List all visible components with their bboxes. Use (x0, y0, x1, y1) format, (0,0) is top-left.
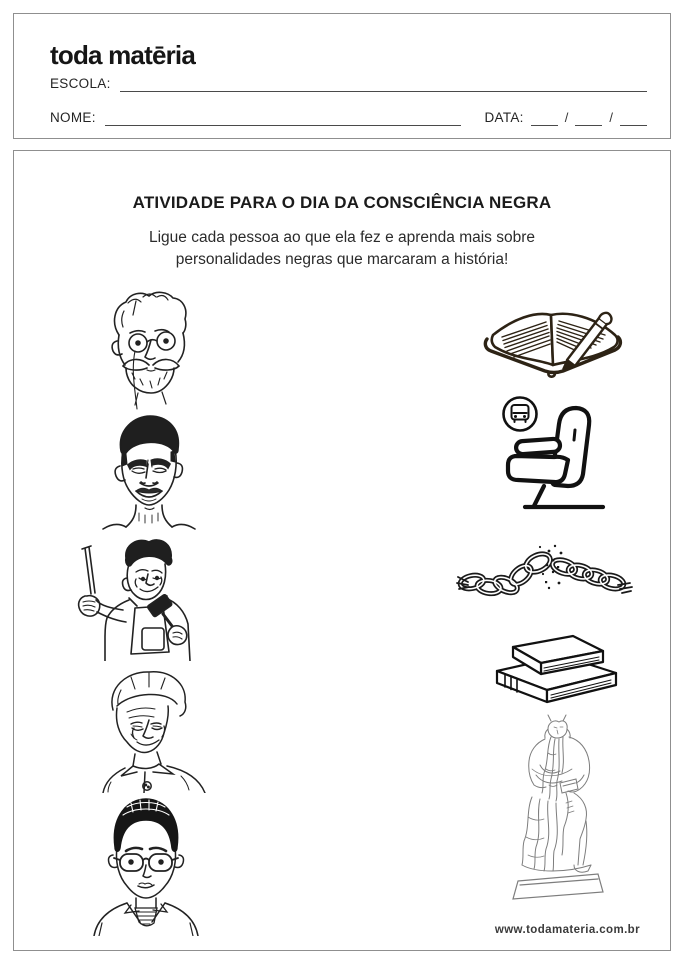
person-portrait-writer[interactable] (86, 289, 216, 411)
instructions-line-2: personalidades negras que marcaram a história! (175, 250, 509, 268)
header-box (13, 13, 671, 139)
object-broken-chains[interactable] (456, 539, 633, 606)
man-short-hair-illustration (79, 409, 219, 536)
date-slash: / (564, 110, 569, 125)
object-book-stack[interactable] (483, 623, 623, 706)
school-blank-line[interactable] (120, 76, 647, 92)
person-portrait-sculptor[interactable] (63, 534, 223, 661)
open-book-pen-illustration (479, 293, 626, 379)
brand-logo: toda matēria (50, 40, 196, 70)
instructions-line-1: Ligue cada pessoa ao que ela fez e aprenda mais sobre (148, 229, 536, 246)
person-portrait-woman[interactable] (73, 664, 223, 793)
activity-instructions (14, 227, 670, 270)
activity-title: ATIVIDADE PARA O DIA DA CONSCIÊNCIA NEGRA (132, 193, 552, 212)
person-portrait-leader[interactable] (79, 409, 219, 536)
date-field-group (484, 110, 647, 126)
date-month-blank[interactable] (575, 110, 602, 126)
name-label: NOME: (50, 110, 96, 125)
bus-seat-illustration (499, 394, 609, 513)
name-field-row (50, 110, 647, 126)
date-slash: / (609, 110, 613, 125)
young-glasses-illustration (69, 789, 223, 936)
name-blank-line[interactable] (105, 110, 462, 126)
school-label: ESCOLA: (50, 76, 111, 91)
activity-box (13, 150, 671, 951)
date-label: DATA: (484, 110, 524, 125)
date-year-blank[interactable] (620, 110, 647, 126)
sculptor-illustration (63, 534, 223, 661)
woman-headwrap-illustration (73, 664, 223, 793)
object-bus-seat[interactable] (499, 394, 609, 513)
object-carved-statue[interactable] (496, 713, 619, 903)
school-field-row (50, 76, 647, 92)
book-stack-illustration (483, 623, 623, 706)
broken-chains-illustration (456, 539, 633, 606)
object-open-book-pen[interactable] (479, 293, 626, 379)
footer-website-url: www.todamateria.com.br (494, 924, 640, 936)
date-day-blank[interactable] (531, 110, 558, 126)
statue-illustration (496, 713, 619, 903)
man-pince-nez-illustration (86, 289, 216, 411)
person-portrait-young-glasses[interactable] (69, 789, 223, 936)
